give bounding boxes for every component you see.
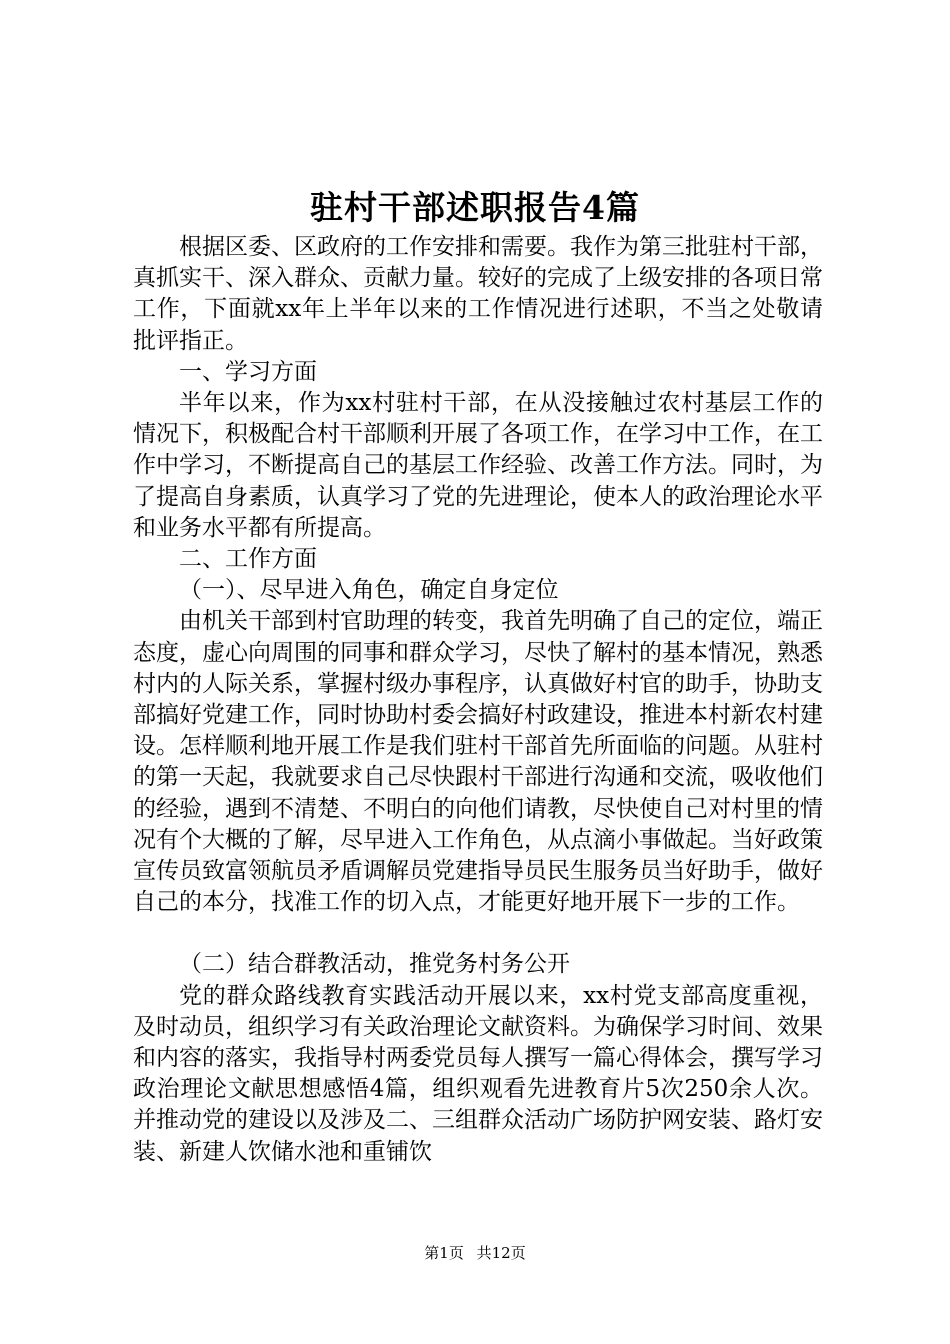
subsection-heading-public: （二）结合群教活动，推党务村务公开 — [179, 951, 570, 978]
subsection-heading-role: （一）、尽早进入角色，确定自身定位 — [179, 577, 559, 604]
page-total: 共12页 — [476, 1244, 526, 1262]
paragraph-public: 党的群众路线教育实践活动开展以来，xx村党支部高度重视，及时动员，组织学习有关政治理论文献资料。为确保学习时间、效果和内容的落实，我指导村两委党员每人撰写一篇心得体会，撰写学习政治理论文献思想感悟4篇，组织观看先进教育片5次250余人次。并推动党的建设以及涉及二、三组群众活动广场防护网安装、路灯安装、新建人饮储水池和重铺饮 — [133, 982, 823, 1165]
paragraph-role: 由机关干部到村官助理的转变，我首先明确了自己的定位，端正态度，虚心向周围的同事和群众学习，尽快了解村的基本情况，熟悉村内的人际关系，掌握村级办事程序，认真做好村官的助手，协助支部搞好党建工作，同时协助村委会搞好村政建设，推进本村新农村建设。怎样顺利地开展工作是我们驻村干部首先所面临的问题。从驻村的第一天起，我就要求自己尽快跟村干部进行沟通和交流，吸收他们的经验，遇到不清楚、不明白的向他们请教，尽快使自己对村里的情况有个大概的了解，尽早进入工作角色，从点滴小事做起。当好政策宣传员致富领航员矛盾调解员党建指导员民生服务员当好助手，做好自己的本分，找准工作的切入点，才能更好地开展下一步的工作。 — [133, 608, 823, 916]
page-number: 第1页 — [424, 1244, 464, 1262]
section-heading-work: 二、工作方面 — [179, 546, 317, 573]
section-heading-study: 一、学习方面 — [179, 358, 317, 385]
document-title: 驻村干部述职报告4篇 — [310, 188, 640, 227]
document-body — [133, 232, 823, 1168]
paragraph-study: 半年以来，作为xx村驻村干部，在从没接触过农村基层工作的情况下，积极配合村干部顺利开展了各项工作，在学习中工作，在工作中学习，不断提高自己的基层工作经验、改善工作方法。同时，为了提高自身素质，认真学习了党的先进理论，使本人的政治理论水平和业务水平都有所提高。 — [133, 390, 823, 541]
paragraph-gap — [133, 918, 823, 949]
page-footer — [0, 1243, 950, 1263]
paragraph-intro: 根据区委、区政府的工作安排和需要。我作为第三批驻村干部，真抓实干、深入群众、贡献力量。较好的完成了上级安排的各项日常工作，下面就xx年上半年以来的工作情况进行述职，不当之处敬请批评指正。 — [133, 234, 823, 354]
